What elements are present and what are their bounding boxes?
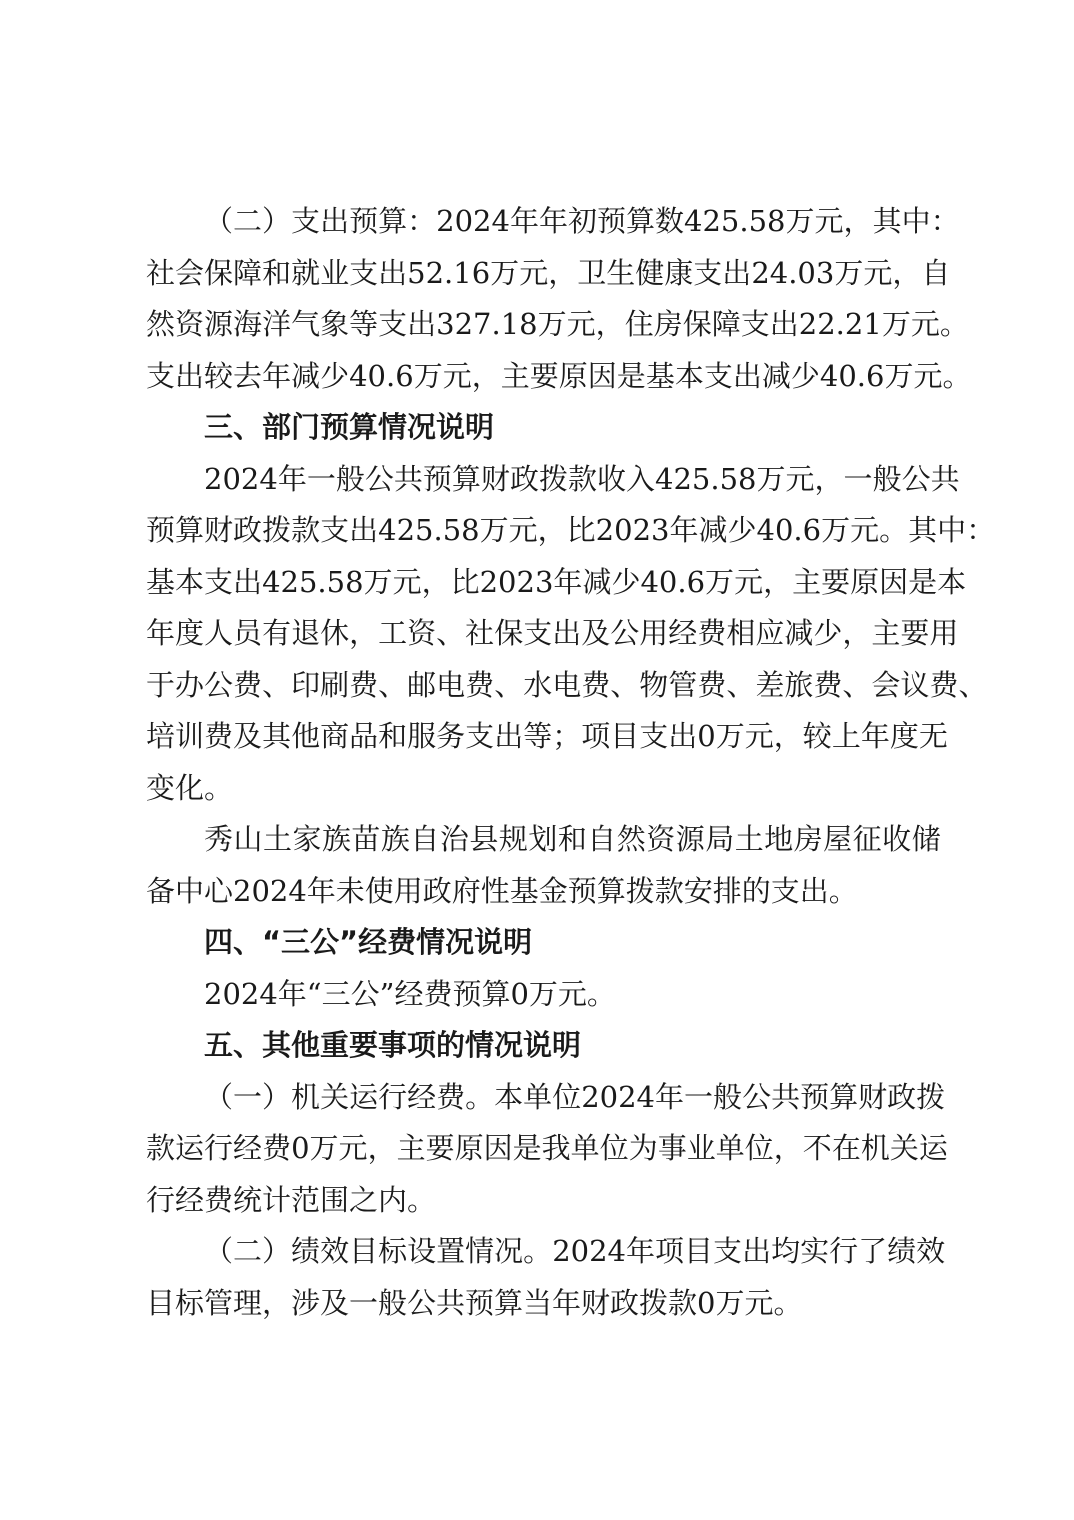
text-line: 行经费统计范围之内。 (146, 1182, 437, 1217)
text-line: 于 办 公 费 、 印 刷 费 、 邮 电 费 、 水 电 费 、 物 管 费 、 差 旅 费 、 会 议 费 、 (146, 667, 988, 702)
section-heading: 四、“三公”经费情况说明 (204, 925, 533, 959)
text-line: 预 算 财 政 拨 款 支 出 425.58 万 元 ， 比 2023 年 减 少 40.6 万 元 。 其 中 ： (146, 513, 996, 547)
text-line: 支 出 较 去 年 减 少 40.6 万 元 ， 主 要 原 因 是 基 本 支 出 减 少 40.6 万 元 。 (146, 358, 972, 393)
text-line: 然 资 源 海 洋 气 象 等 支 出 327.18 万 元 ， 住 房 保 障 支 出 22.21 万 元 。 (146, 307, 969, 341)
text-line: 培 训 费 及 其 他 商 品 和 服 务 支 出 等 ； 项 目 支 出 0 万 元 ， 较 上 年 度 无 (146, 719, 948, 753)
text-line: 目标管理，涉及一般公共预算当年财政拨款0万元。 (146, 1285, 803, 1320)
text-line: 备中心2024年未使用政府性基金预算拨款安排的支出。 (146, 873, 858, 908)
text-line: （ 二 ） 绩 效 目 标 设 置 情 况 。 2024 年 项 目 支 出 均 实 行 了 绩 效 (204, 1234, 946, 1268)
text-line: 年 度 人 员 有 退 休 ， 工 资 、 社 保 支 出 及 公 用 经 费 相 应 减 少 ， 主 要 用 (146, 616, 959, 650)
text-line: 2024 年 一 般 公 共 预 算 财 政 拨 款 收 入 425.58 万 元 ， 一 般 公 共 (204, 461, 960, 496)
text-line: 2024年“三公”经费预算0万元。 (204, 976, 616, 1011)
text-line: （ 二 ） 支 出 预 算 ： 2024 年 年 初 预 算 数 425.58 万 元 ， 其 中 ： (204, 204, 960, 238)
document-page (146, 196, 996, 1329)
text-line: 秀 山 土 家 族 苗 族 自 治 县 规 划 和 自 然 资 源 局 土 地 房 屋 征 收 储 (204, 822, 941, 856)
text-line: 社 会 保 障 和 就 业 支 出 52.16 万 元 ， 卫 生 健 康 支 出 24.03 万 元 ， 自 (146, 255, 951, 290)
text-line: （ 一 ） 机 关 运 行 经 费 。 本 单 位 2024 年 一 般 公 共 预 算 财 政 拨 (204, 1079, 946, 1114)
section-heading: 五、其他重要事项的情况说明 (204, 1028, 582, 1062)
section-heading: 三、部门预算情况说明 (204, 410, 495, 444)
text-line: 款 运 行 经 费 0 万 元 ， 主 要 原 因 是 我 单 位 为 事 业 单 位 ， 不 在 机 关 运 (146, 1131, 948, 1165)
text-line: 基 本 支 出 425.58 万 元 ， 比 2023 年 减 少 40.6 万 元 ， 主 要 原 因 是 本 (146, 564, 967, 599)
text-line: 变化。 (146, 770, 234, 805)
